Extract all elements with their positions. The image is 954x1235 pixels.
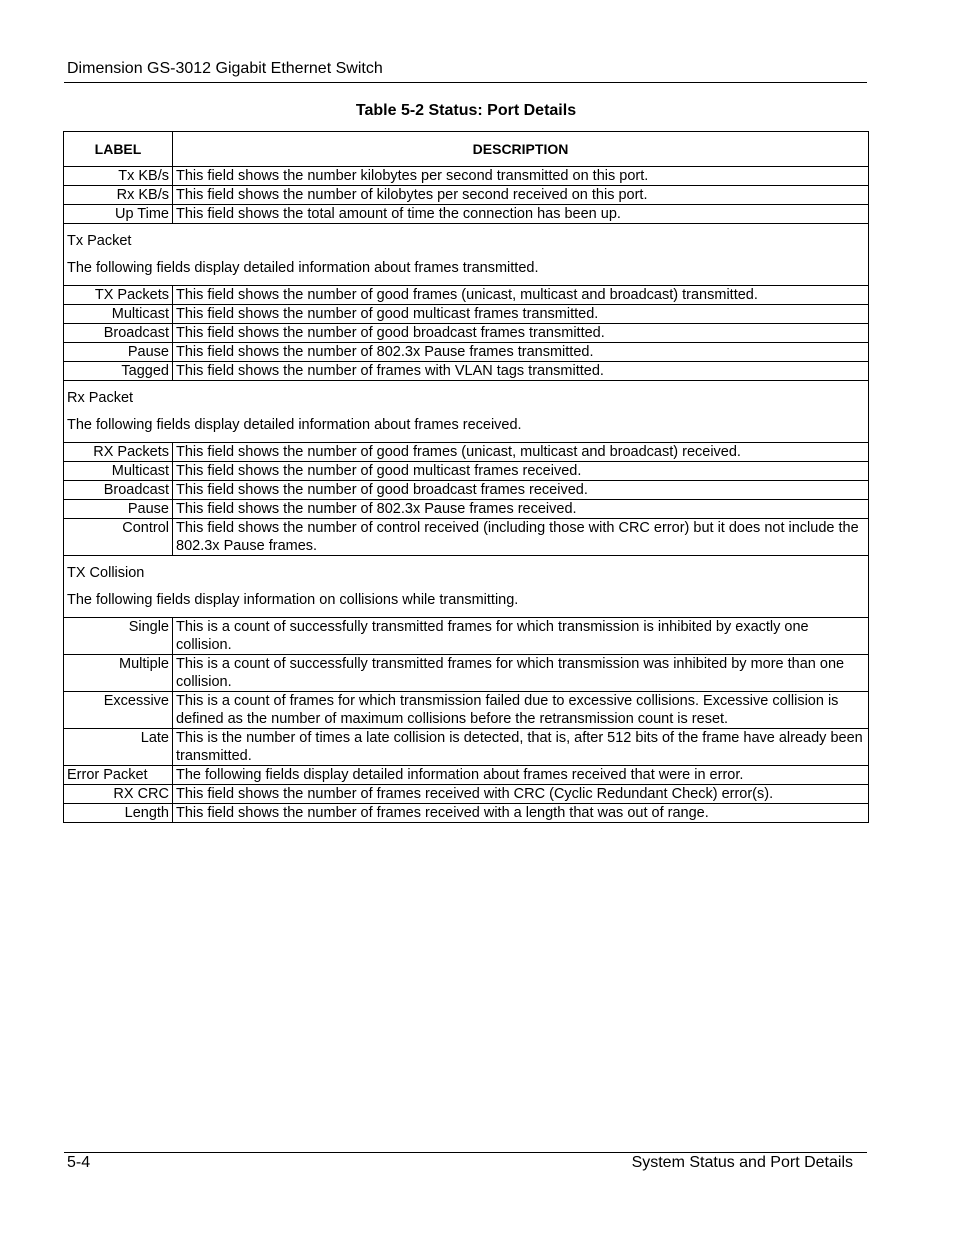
section-title: TX Collision xyxy=(67,565,145,581)
row-description: This is a count of successfully transmitted frames for which transmission was inhibited by more than one collision. xyxy=(173,655,869,692)
row-label: TX Packets xyxy=(64,286,173,305)
row-description: The following fields display detailed information about frames received that were in error. xyxy=(173,766,869,785)
row-description: This field shows the number of frames with VLAN tags transmitted. xyxy=(173,362,869,381)
table-row xyxy=(64,462,869,481)
table-header-row xyxy=(64,132,869,167)
row-description: This field shows the number of good multicast frames received. xyxy=(173,462,869,481)
table-row xyxy=(64,205,869,224)
table-row xyxy=(64,167,869,186)
row-label: Pause xyxy=(64,500,173,519)
row-description: This field shows the number of good frames (unicast, multicast and broadcast) transmitted. xyxy=(173,286,869,305)
row-label: Up Time xyxy=(64,205,173,224)
table-row xyxy=(64,305,869,324)
page-number: 5-4 xyxy=(67,1154,91,1171)
section-cell xyxy=(64,224,869,286)
row-label: Broadcast xyxy=(64,481,173,500)
row-label: Multiple xyxy=(64,655,173,692)
row-description: This field shows the number of good multicast frames transmitted. xyxy=(173,305,869,324)
row-description: This is a count of frames for which transmission failed due to excessive collisions. Excessive collision is defined as the number of maximum collisions before the retransmission count is reset. xyxy=(173,692,869,729)
row-description: This field shows the number of frames received with CRC (Cyclic Redundant Check) error(s). xyxy=(173,785,869,804)
row-label: Tx KB/s xyxy=(64,167,173,186)
row-description: This field shows the number of control received (including those with CRC error) but it does not include the 802.3x Pause frames. xyxy=(173,519,869,556)
row-label: RX CRC xyxy=(64,785,173,804)
row-description: This field shows the number of good broadcast frames transmitted. xyxy=(173,324,869,343)
row-label: Pause xyxy=(64,343,173,362)
section-description: The following fields display detailed information about frames received. xyxy=(67,417,522,433)
table-row xyxy=(64,519,869,556)
table-row xyxy=(64,286,869,305)
running-header: Dimension GS-3012 Gigabit Ethernet Switch xyxy=(67,60,383,77)
column-header-description: DESCRIPTION xyxy=(173,132,869,167)
section-cell xyxy=(64,556,869,618)
table-row xyxy=(64,500,869,519)
table-row xyxy=(64,692,869,729)
row-label: Multicast xyxy=(64,305,173,324)
table-row xyxy=(64,618,869,655)
row-description: This field shows the number of 802.3x Pause frames received. xyxy=(173,500,869,519)
table-row xyxy=(64,186,869,205)
row-label: Broadcast xyxy=(64,324,173,343)
table-row xyxy=(64,443,869,462)
row-description: This field shows the number of good frames (unicast, multicast and broadcast) received. xyxy=(173,443,869,462)
section-description: The following fields display detailed information about frames transmitted. xyxy=(67,260,539,276)
section-row xyxy=(64,556,869,618)
table-caption: Table 5-2 Status: Port Details xyxy=(355,102,577,119)
row-description: This field shows the number of 802.3x Pause frames transmitted. xyxy=(173,343,869,362)
table-row xyxy=(64,324,869,343)
column-header-label: LABEL xyxy=(64,132,173,167)
row-description: This is a count of successfully transmitted frames for which transmission is inhibited by exactly one collision. xyxy=(173,618,869,655)
header-divider xyxy=(64,82,867,83)
row-label: Multicast xyxy=(64,462,173,481)
table-row xyxy=(64,766,869,785)
table-row xyxy=(64,785,869,804)
row-label: RX Packets xyxy=(64,443,173,462)
row-label: Control xyxy=(64,519,173,556)
chapter-title: System Status and Port Details xyxy=(631,1154,853,1171)
section-row xyxy=(64,224,869,286)
table-row xyxy=(64,362,869,381)
table-row xyxy=(64,804,869,823)
row-description: This field shows the number of frames received with a length that was out of range. xyxy=(173,804,869,823)
section-row xyxy=(64,381,869,443)
footer-divider xyxy=(64,1152,867,1153)
row-description: This field shows the number of kilobytes per second received on this port. xyxy=(173,186,869,205)
section-cell xyxy=(64,381,869,443)
row-description: This field shows the number of good broadcast frames received. xyxy=(173,481,869,500)
row-label: Rx KB/s xyxy=(64,186,173,205)
row-description: This field shows the number kilobytes per second transmitted on this port. xyxy=(173,167,869,186)
section-title: Tx Packet xyxy=(67,233,132,249)
row-description: This is the number of times a late collision is detected, that is, after 512 bits of the frame have already been transmitted. xyxy=(173,729,869,766)
row-label: Late xyxy=(64,729,173,766)
table-row xyxy=(64,729,869,766)
table-row xyxy=(64,481,869,500)
row-label: Tagged xyxy=(64,362,173,381)
table-row xyxy=(64,655,869,692)
row-label: Error Packet xyxy=(64,766,173,785)
port-details-table xyxy=(63,131,869,823)
row-label: Single xyxy=(64,618,173,655)
row-description: This field shows the total amount of time the connection has been up. xyxy=(173,205,869,224)
section-title: Rx Packet xyxy=(67,390,134,406)
row-label: Excessive xyxy=(64,692,173,729)
row-label: Length xyxy=(64,804,173,823)
table-row xyxy=(64,343,869,362)
section-description: The following fields display information on collisions while transmitting. xyxy=(67,592,519,608)
